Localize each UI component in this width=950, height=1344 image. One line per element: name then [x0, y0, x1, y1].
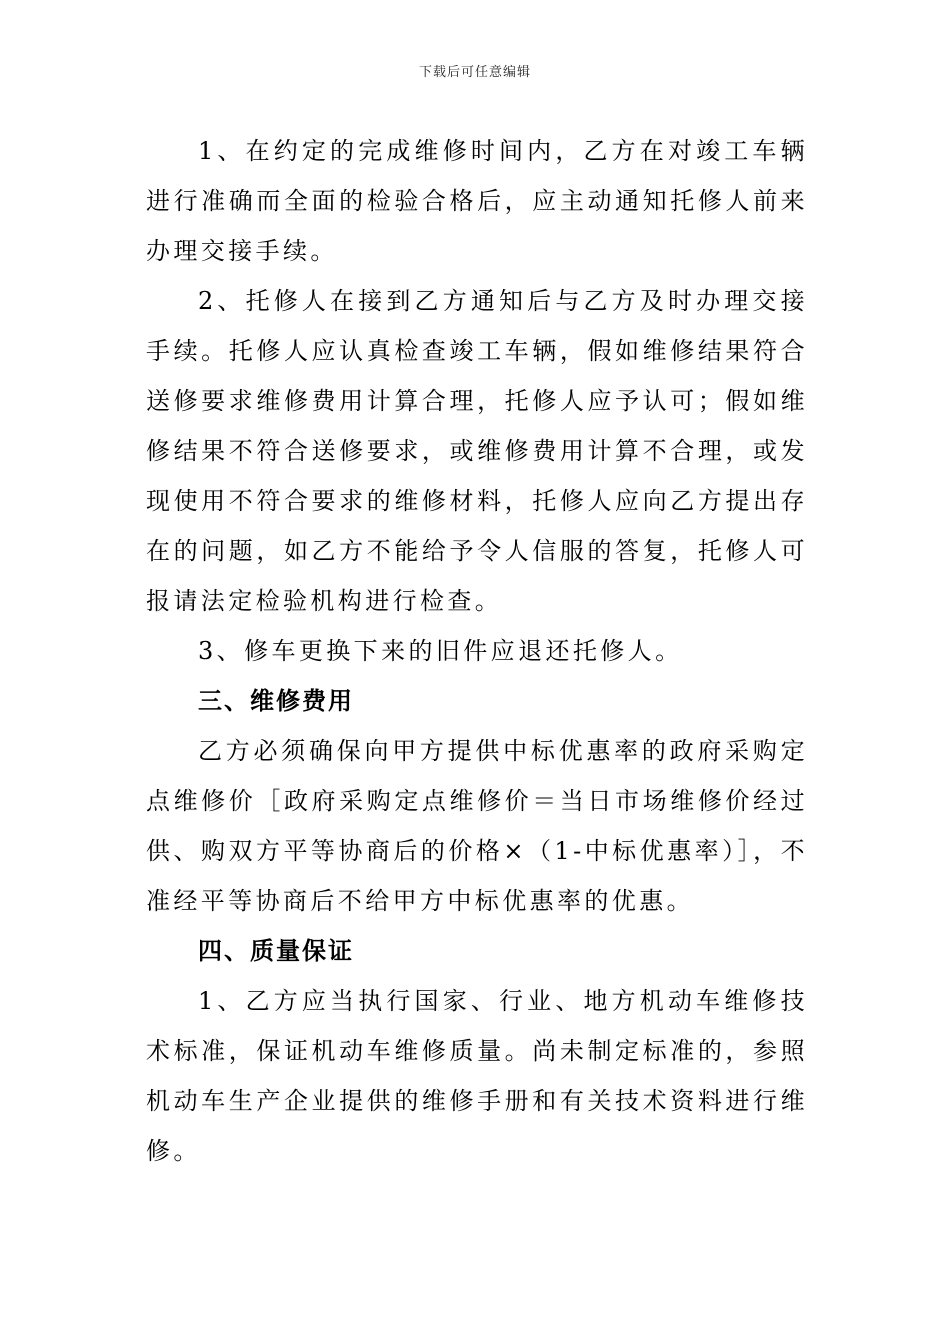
- paragraph-repair-price: 乙方必须确保向甲方提供中标优惠率的政府采购定点维修价［政府采购定点维修价＝当日市场维修价经过供、购双方平等协商后的价格×（1-中标优惠率）］，不准经平等协商后不给甲方中标优惠率的优惠。: [146, 737, 808, 915]
- paragraph-handover-procedure: 2、托修人在接到乙方通知后与乙方及时办理交接手续。托修人应认真检查竣工车辆，假如维修结果符合送修要求维修费用计算合理，托修人应予认可；假如维修结果不符合送修要求，或维修费用计算不合理，或发现使用不符合要求的维修材料，托修人应向乙方提出存在的问题，如乙方不能给予令人信服的答复，托修人可报请法定检验机构进行检查。: [146, 287, 808, 615]
- paragraph-technical-standards: 1、乙方应当执行国家、行业、地方机动车维修技术标准，保证机动车维修质量。尚未制定标准的，参照机动车生产企业提供的维修手册和有关技术资料进行维修。: [146, 987, 808, 1165]
- section-heading-repair-cost: 三、维修费用: [198, 687, 354, 715]
- paragraph-delivery-inspection: 1、在约定的完成维修时间内，乙方在对竣工车辆进行准确而全面的检验合格后，应主动通知托修人前来办理交接手续。: [146, 137, 808, 265]
- page-header: 下载后可任意编辑: [418, 65, 531, 80]
- section-heading-quality-assurance: 四、质量保证: [198, 937, 354, 965]
- document-body: [146, 126, 808, 1176]
- paragraph-old-parts-return: 3、修车更换下来的旧件应退还托修人。: [198, 637, 683, 665]
